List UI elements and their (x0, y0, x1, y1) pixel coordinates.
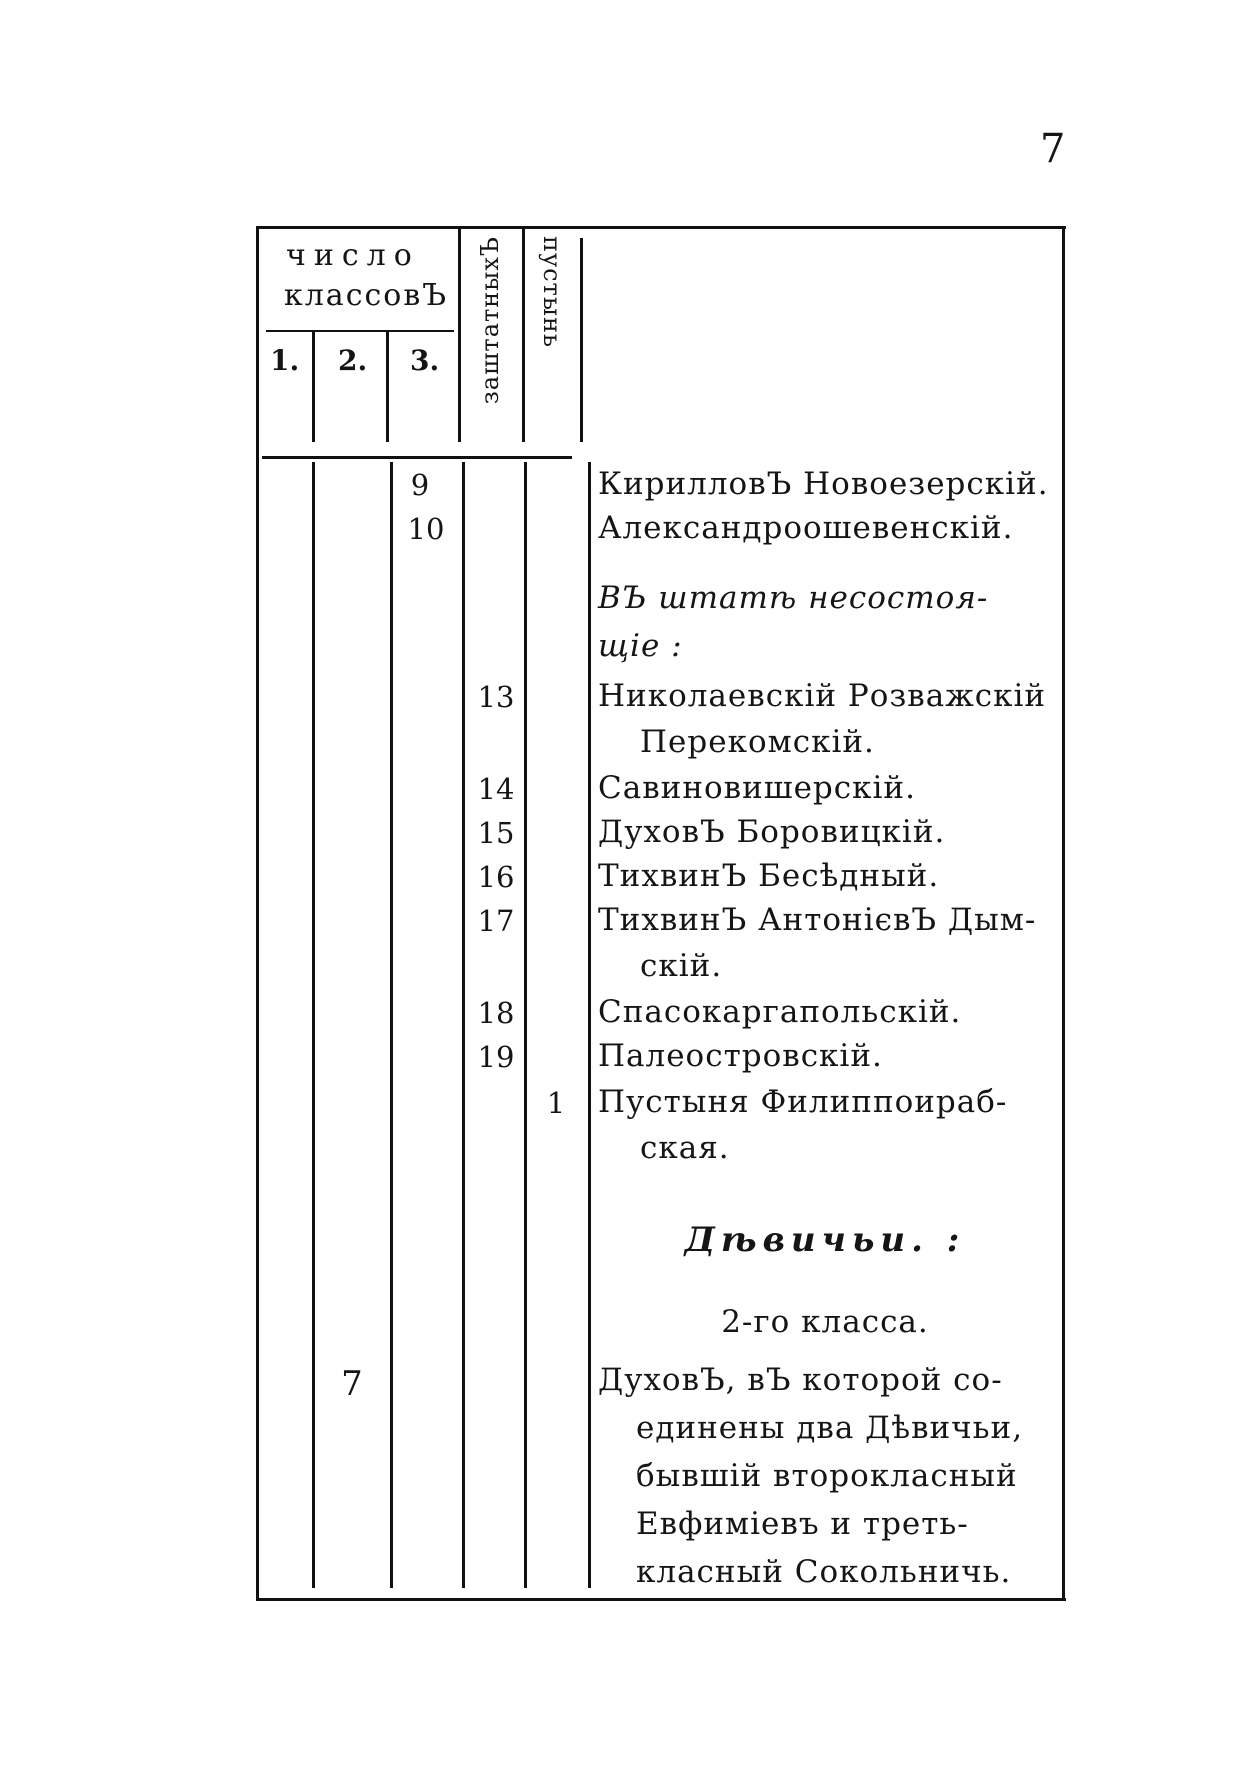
header-class-3: 3. (410, 344, 440, 377)
col-divider-3-body (462, 462, 465, 1588)
col-divider-2-body (390, 462, 393, 1588)
row-num-9: 9 (410, 468, 430, 502)
col-divider-1 (312, 332, 315, 442)
row-num-1: 1 (546, 1086, 566, 1120)
section-title: Дѣвичьи. : (684, 1220, 966, 1260)
table-top-border (256, 226, 1066, 229)
row-num-15: 15 (477, 816, 515, 850)
row-text-dukhov: ДуховЪ Боровицкій. (598, 814, 946, 850)
row-num-18: 18 (477, 996, 515, 1030)
last-entry-line-5: класный Сокольничь. (636, 1554, 1012, 1590)
row-text-nonstaff-2: щіе : (598, 628, 683, 664)
page-number: 7 (1040, 126, 1066, 172)
row-text-tikhvin-besedny: ТихвинЪ Бесѣдный. (598, 858, 940, 894)
row-num-14: 14 (477, 772, 515, 806)
section-subtitle: 2-го класса. (721, 1304, 929, 1340)
header-hermitages: пустынь (538, 236, 566, 348)
col-divider-2 (386, 332, 389, 442)
row-text-nikolaev-1: Николаевскій Розважскій (598, 678, 1047, 714)
table-right-border (1062, 226, 1065, 1600)
row-num-16: 16 (477, 860, 515, 894)
last-entry-num: 7 (341, 1364, 363, 1404)
header-class-count-line2: классовЪ (284, 278, 449, 313)
last-entry-line-1: ДуховЪ, вЪ которой со- (598, 1362, 1003, 1398)
row-text-savino: Савиновишерскій. (598, 770, 916, 806)
header-underline-classes (266, 330, 454, 332)
header-class-count-line1: число (286, 238, 420, 273)
header-class-2: 2. (338, 344, 368, 377)
header-bottom-rule (262, 456, 572, 459)
last-entry-line-2: единены два Дѣвичьи, (636, 1410, 1024, 1446)
col-divider-4 (522, 226, 525, 442)
col-divider-3 (458, 226, 461, 442)
row-text-paleostrov: Палеостровскій. (598, 1038, 883, 1074)
row-text-kirillov: КирилловЪ Новоезерскій. (598, 466, 1049, 502)
row-num-13: 13 (477, 680, 515, 714)
row-text-tikhvin-antoniev-1: ТихвинЪ АнтонієвЪ Дым- (598, 902, 1037, 938)
row-num-17: 17 (477, 904, 515, 938)
col-divider-5-body (588, 462, 591, 1588)
col-divider-1-body (312, 462, 315, 1588)
row-num-19: 19 (477, 1040, 515, 1074)
row-text-tikhvin-antoniev-2: скій. (640, 948, 723, 984)
table-bottom-border (256, 1598, 1066, 1601)
row-text-filippoirab-1: Пустыня Филиппоираб- (598, 1084, 1008, 1120)
last-entry-line-4: Евфиміевъ и треть- (636, 1506, 969, 1542)
header-staffed: заштатныхЪ (476, 236, 504, 405)
last-entry-line-3: бывшій второкласный (636, 1458, 1018, 1494)
row-text-nonstaff-1: ВЪ штатѣ несостоя- (598, 580, 989, 616)
row-text-spasokargopol: Спасокаргапольскій. (598, 994, 962, 1030)
row-text-alexandro: Александроошевенскій. (598, 510, 1014, 546)
row-text-filippoirab-2: ская. (640, 1130, 730, 1166)
row-text-nikolaev-2: Перекомскій. (640, 724, 875, 760)
table-left-border (256, 226, 259, 1600)
row-num-10: 10 (407, 512, 445, 546)
header-class-1: 1. (270, 344, 300, 377)
col-divider-5 (580, 238, 583, 442)
